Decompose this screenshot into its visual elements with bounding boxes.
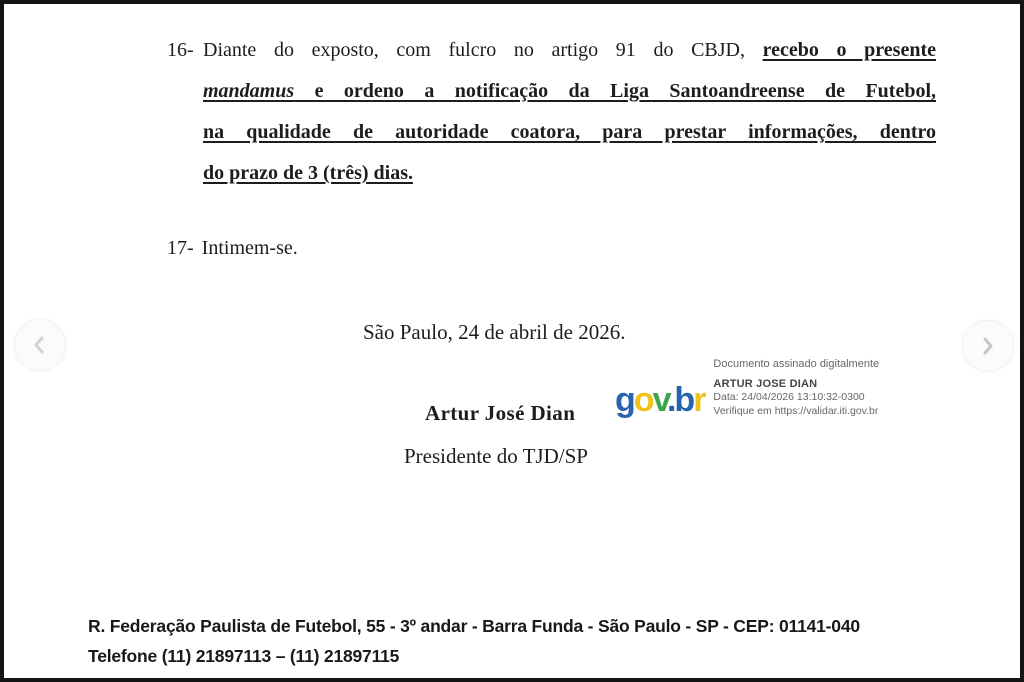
paragraph-16-line [203,112,936,153]
paragraph-17 [167,237,298,260]
stamp-header: Documento assinado digitalmente [713,358,880,370]
stamp-date: Data: 24/04/2026 13:10:32-0300 [713,391,865,403]
signature-role: Presidente do TJD/SP [404,444,588,468]
paragraph-17-text: Intimem-se. [201,237,298,259]
chevron-left-icon [28,333,52,357]
text-run: na qualidade de autoridade coatora, para prestar informações, dentro [203,121,936,143]
next-page-button[interactable] [962,320,1014,372]
text-run: recebo o presente [762,39,936,61]
stamp-signer-name: ARTUR JOSE DIAN [713,377,818,390]
page-footer [88,612,860,671]
text-run: e ordeno a notificação da Liga Santoandreense de Futebol, [294,80,936,102]
govbr-logo [615,382,704,418]
paragraph-16-number: 16- [167,39,194,61]
govbr-logo-letter: o [633,381,653,419]
govbr-logo-letter: r [693,381,705,419]
govbr-logo-letter: b [674,381,694,419]
govbr-logo-letter: v [652,381,667,419]
paragraph-16-line [203,71,936,112]
stamp-verify-url: Verifique em https://validar.iti.gov.br [713,404,879,417]
chevron-right-icon [976,334,1000,358]
paragraph-17-number: 17- [167,237,194,259]
paragraph-16 [167,30,936,194]
govbr-logo-letter: . [666,381,675,419]
text-run: mandamus [203,80,295,102]
text-run: do prazo de 3 (três) dias. [203,162,413,184]
stamp-text-column [713,358,879,418]
paragraph-16-lines [203,30,936,194]
govbr-logo-letter: g [615,381,634,419]
paragraph-16-line [203,153,936,194]
paragraph-16-line [203,30,936,71]
text-run: Diante do exposto, com fulcro no artigo 91 do CBJD, [203,39,763,61]
prev-page-button[interactable] [14,319,66,371]
date-line: São Paulo, 24 de abril de 2026. [363,320,626,344]
footer-phone: Telefone (11) 21897113 – (11) 21897115 [88,645,400,666]
digital-signature-stamp [615,358,879,418]
signature-name: Artur José Dian [425,401,576,425]
footer-address: R. Federação Paulista de Futebol, 55 - 3º andar - Barra Funda - São Paulo - SP - CEP: 01141-040 [88,616,860,636]
